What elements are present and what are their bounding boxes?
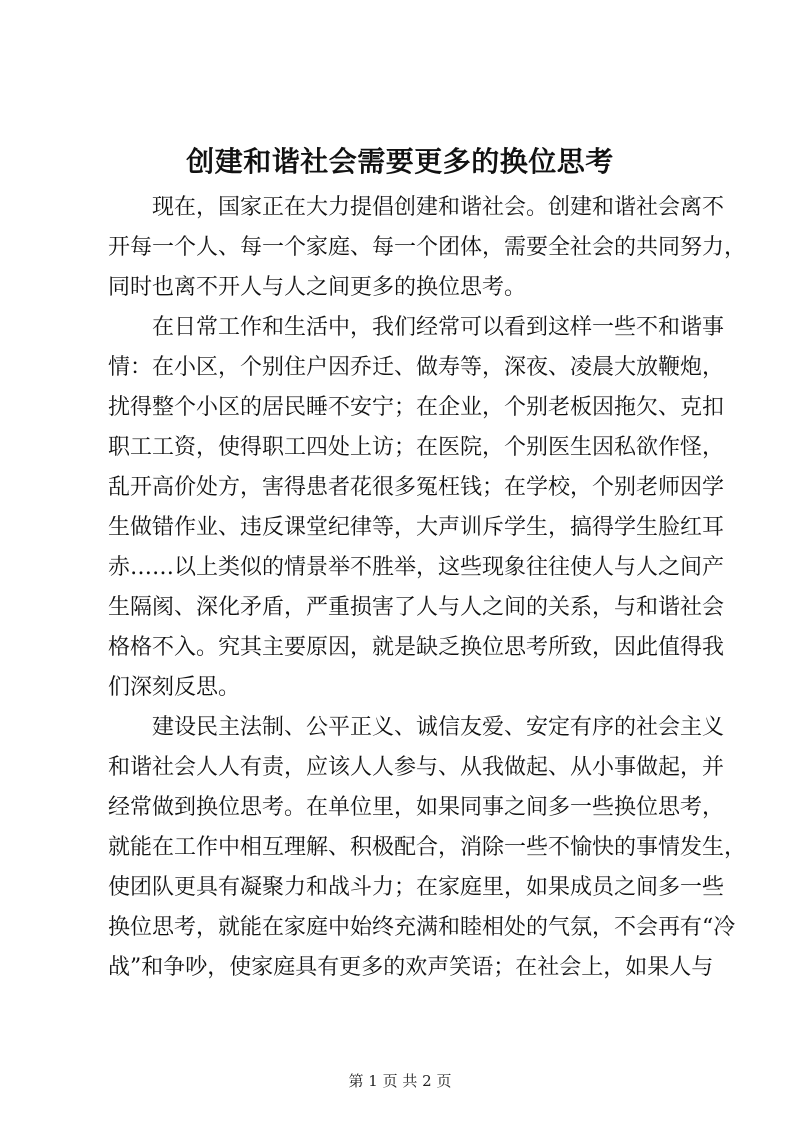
- paragraph-1: [108, 188, 747, 308]
- text-line: 扰得整个小区的居民睡不安宁；在企业，个别老板因拖欠、克扣: [108, 395, 725, 420]
- text-line: 们深刻反思。: [108, 675, 241, 700]
- paragraph-2: [108, 308, 725, 708]
- text-line: 建设民主法制、公平正义、诚信友爱、安定有序的社会主义: [152, 715, 725, 740]
- text-line: 职工工资，使得职工四处上访；在医院，个别医生因私欲作怪，: [108, 435, 725, 460]
- document-body: [108, 188, 747, 988]
- text-line: 换位思考，就能在家庭中始终充满和睦相处的气氛，不会再有“冷: [108, 915, 736, 940]
- text-line: 同时也离不开人与人之间更多的换位思考。: [108, 275, 527, 300]
- text-line: 生做错作业、违反课堂纪律等，大声训斥学生，搞得学生脸红耳: [108, 515, 725, 540]
- text-line: 赤……以上类似的情景举不胜举，这些现象往往使人与人之间产: [108, 555, 725, 580]
- text-line: 使团队更具有凝聚力和战斗力；在家庭里，如果成员之间多一些: [108, 875, 725, 900]
- text-line: 情：在小区，个别住户因乔迁、做寿等，深夜、凌晨大放鞭炮，: [108, 355, 725, 380]
- text-line: 生隔阂、深化矛盾，严重损害了人与人之间的关系，与和谐社会: [108, 595, 725, 620]
- text-line: 格格不入。究其主要原因，就是缺乏换位思考所致，因此值得我: [108, 635, 725, 660]
- text-line: 经常做到换位思考。在单位里，如果同事之间多一些换位思考，: [108, 795, 725, 820]
- text-line: 就能在工作中相互理解、积极配合，消除一些不愉快的事情发生，: [108, 835, 747, 860]
- document-title: 创建和谐社会需要更多的换位思考: [186, 145, 614, 178]
- text-line: 战”和争吵，使家庭具有更多的欢声笑语；在社会上，如果人与: [108, 955, 714, 980]
- text-line: 开每一个人、每一个家庭、每一个团体，需要全社会的共同努力，: [108, 235, 747, 260]
- text-line: 和谐社会人人有责，应该人人参与、从我做起、从小事做起，并: [108, 755, 725, 780]
- page-footer: 第 1 页 共 2 页: [348, 1072, 452, 1090]
- text-line: 乱开高价处方，害得患者花很多冤枉钱；在学校，个别老师因学: [108, 475, 725, 500]
- text-line: 在日常工作和生活中，我们经常可以看到这样一些不和谐事: [152, 315, 725, 340]
- paragraph-3: [108, 708, 747, 988]
- text-line: 现在，国家正在大力提倡创建和谐社会。创建和谐社会离不: [152, 195, 725, 220]
